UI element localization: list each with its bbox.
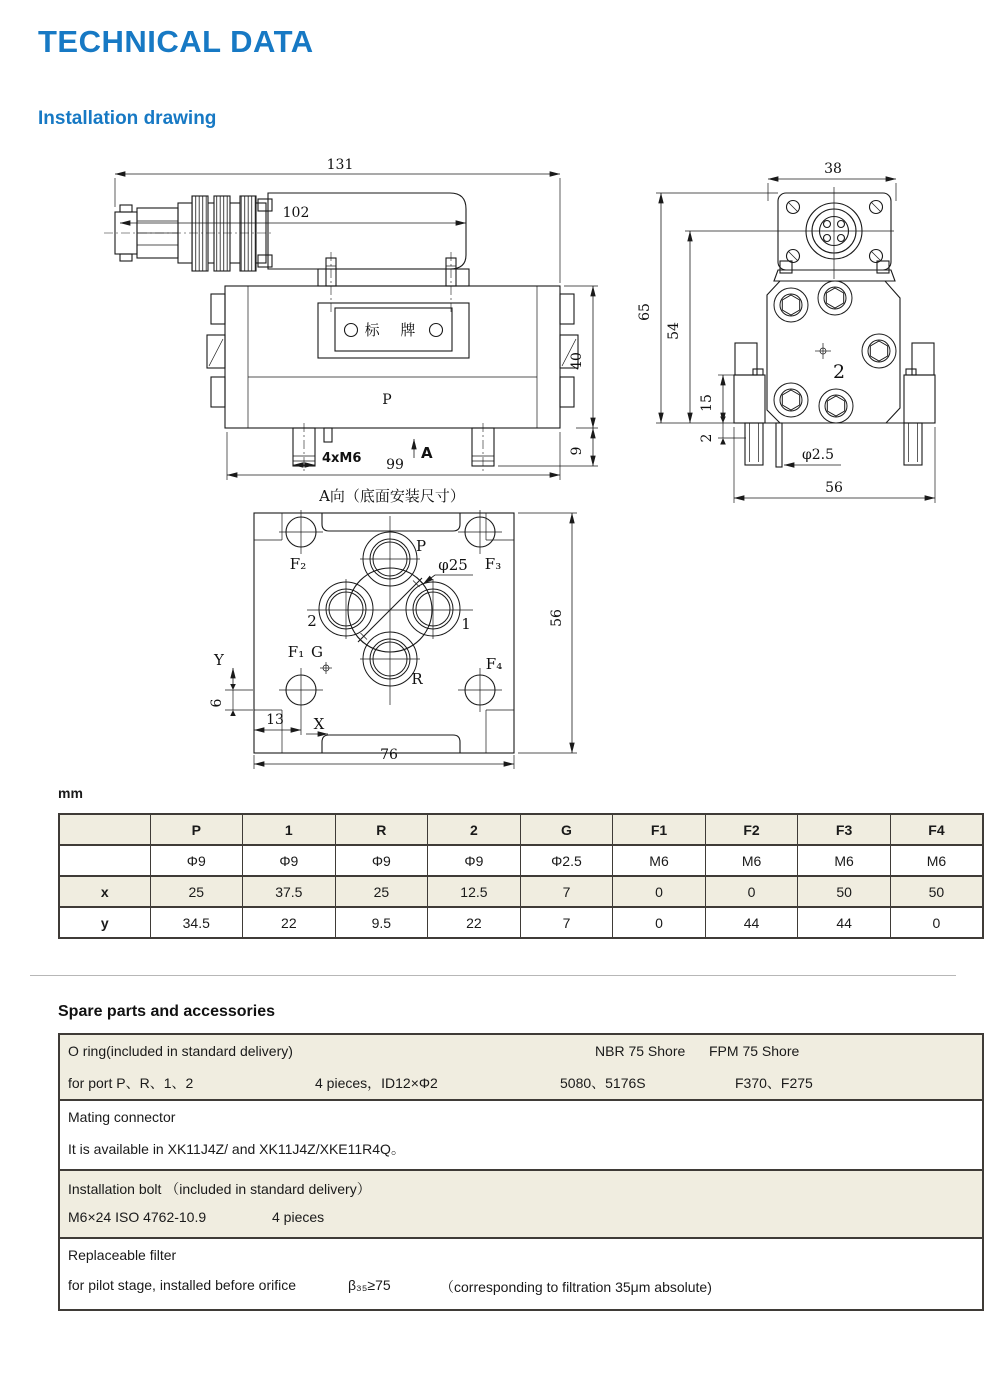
table-row-label: [59, 845, 150, 876]
spare-parts-row-installation-bolt: [60, 1169, 982, 1237]
table-cell: 0: [613, 907, 706, 938]
o-ring-title: O ring(included in standard delivery): [68, 1043, 293, 1059]
table-row-y: [59, 907, 983, 938]
table-cell: 9.5: [335, 907, 428, 938]
installation-bolt-qty: 4 pieces: [272, 1209, 325, 1225]
bottom-view-title: A向（底面安装尺寸）: [319, 487, 465, 505]
table-header-cell: F3: [798, 814, 891, 845]
replaceable-filter-line-1: [60, 1247, 982, 1269]
dim-step-label: 2: [699, 433, 715, 443]
units-label: mm: [58, 785, 83, 801]
o-ring-nbr-codes: 5080、5176S: [560, 1075, 646, 1091]
table-row-x: [59, 876, 983, 907]
table-cell: 22: [428, 907, 521, 938]
table-header-row: [59, 814, 983, 845]
bottom-view-drawing: [195, 485, 585, 777]
section-divider: [30, 975, 956, 976]
o-ring-fpm: FPM 75 Shore: [709, 1043, 800, 1059]
table-cell: Φ9: [335, 845, 428, 876]
dim-total-height-label: 65: [637, 303, 653, 321]
dim-plate-height-label: 56: [549, 609, 565, 627]
connector-plug-icon: [115, 196, 272, 271]
hole-f4-label: F₄: [485, 655, 503, 673]
dim-port-circle-label: φ25: [438, 556, 468, 574]
nameplate-label: 标 牌: [364, 321, 424, 339]
table-header-cell: 2: [428, 814, 521, 845]
replaceable-filter-title: Replaceable filter: [68, 1247, 177, 1263]
spool-position-label: 2: [833, 361, 846, 383]
port-1-label: 1: [461, 615, 471, 633]
dim-coil-length-label: 102: [282, 205, 310, 221]
table-cell: 7: [520, 907, 613, 938]
dim-plate-width-label: 76: [380, 747, 398, 763]
table-cell: 25: [335, 876, 428, 907]
table-cell: M6: [798, 845, 891, 876]
table-cell: Φ9: [150, 845, 243, 876]
replaceable-filter-beta: β₃₅≥75: [348, 1277, 391, 1293]
dim-body-length-label: 99: [386, 457, 404, 473]
table-cell: 22: [243, 907, 336, 938]
hole-f1-label: F₁: [287, 643, 305, 661]
section-title-installation-drawing: Installation drawing: [38, 108, 217, 129]
table-cell: 50: [798, 876, 891, 907]
front-view-drawing: [628, 157, 978, 507]
spare-parts-row-mating-connector: [60, 1099, 982, 1169]
table-header-cell: 1: [243, 814, 336, 845]
dim-body-height-label: 40: [569, 352, 585, 370]
table-cell: M6: [613, 845, 706, 876]
table-cell: 44: [705, 907, 798, 938]
dim-foot-height-label: 15: [699, 394, 715, 412]
dim-edge-y-label: 6: [209, 698, 225, 708]
spare-parts-heading: Spare parts and accessories: [58, 1003, 276, 1020]
dim-width-label: 38: [824, 161, 842, 177]
mating-connector-line-2: [60, 1139, 982, 1161]
spare-parts-row-o-ring: [60, 1035, 982, 1099]
table-cell: 44: [798, 907, 891, 938]
table-header-cell: F2: [705, 814, 798, 845]
installation-bolt-line-1: [60, 1179, 982, 1201]
installation-bolt-title: Installation bolt （included in standard delivery）: [68, 1181, 371, 1197]
table-cell: M6: [705, 845, 798, 876]
table-cell: 34.5: [150, 907, 243, 938]
table-header-cell: [59, 814, 150, 845]
o-ring-line-2: [60, 1073, 982, 1095]
dim-base-width-label: 56: [825, 480, 843, 496]
o-ring-fpm-codes: F370、F275: [735, 1075, 813, 1091]
axis-x-label: X: [313, 715, 325, 733]
dim-axis-height-label: 54: [666, 322, 682, 340]
o-ring-qty: 4 pieces，ID12×Φ2: [315, 1075, 438, 1091]
dim-overall-length-label: 131: [326, 157, 354, 173]
side-view-drawing: [100, 155, 600, 487]
table-row-label: y: [59, 907, 150, 938]
table-header-cell: F4: [890, 814, 983, 845]
table-cell: 7: [520, 876, 613, 907]
table-header-cell: R: [335, 814, 428, 845]
port-p-label: P: [382, 392, 392, 408]
gauge-port-label: G: [311, 643, 323, 661]
table-header-cell: F1: [613, 814, 706, 845]
dim-pin-hole-label: φ2.5: [801, 447, 835, 463]
dimension-table: [58, 813, 984, 939]
hole-f2-label: F₂: [289, 555, 307, 573]
mating-connector-line-1: [60, 1109, 982, 1131]
table-cell: 0: [890, 907, 983, 938]
o-ring-nbr: NBR 75 Shore: [595, 1043, 686, 1059]
table-cell: 25: [150, 876, 243, 907]
table-cell: 50: [890, 876, 983, 907]
table-header-cell: P: [150, 814, 243, 845]
table-header-cell: G: [520, 814, 613, 845]
page-title: TECHNICAL DATA: [38, 24, 314, 59]
o-ring-line-1: [60, 1043, 982, 1065]
o-ring-ports: for port P、R、1、2: [68, 1075, 194, 1091]
spare-parts-table: [58, 1033, 984, 1311]
port-r-label: R: [411, 670, 423, 688]
view-arrow-label: A: [421, 444, 433, 462]
dim-stud-height-label: 9: [569, 446, 585, 456]
dim-edge-x-label: 13: [266, 712, 284, 728]
valve-body: [207, 286, 578, 428]
replaceable-filter-note: （corresponding to filtration 35μm absolute): [440, 1279, 712, 1295]
port-p-label: P: [415, 537, 427, 555]
table-cell: Φ2.5: [520, 845, 613, 876]
table-cell: M6: [890, 845, 983, 876]
table-cell: 12.5: [428, 876, 521, 907]
installation-bolt-line-2: [60, 1209, 982, 1231]
mating-connector-detail: It is available in XK11J4Z/ and XK11J4Z/XKE11R4Q。: [68, 1141, 405, 1157]
replaceable-filter-detail: for pilot stage, installed before orifice: [68, 1277, 297, 1293]
axis-y-label: Y: [214, 651, 224, 669]
mating-connector-title: Mating connector: [68, 1109, 176, 1125]
installation-bolt-spec: M6×24 ISO 4762-10.9: [68, 1209, 207, 1225]
connector-plate: [774, 193, 895, 281]
table-cell: Φ9: [428, 845, 521, 876]
table-cell: Φ9: [243, 845, 336, 876]
table-cell: 0: [613, 876, 706, 907]
table-row-label: x: [59, 876, 150, 907]
table-cell: 37.5: [243, 876, 336, 907]
table-row-diameter: [59, 845, 983, 876]
hole-f3-label: F₃: [484, 555, 502, 573]
replaceable-filter-line-2: [60, 1277, 982, 1299]
spare-parts-row-replaceable-filter: [60, 1237, 982, 1309]
table-cell: 0: [705, 876, 798, 907]
port-2-label: 2: [307, 612, 317, 630]
bolts-label: 4xM6: [322, 451, 362, 466]
